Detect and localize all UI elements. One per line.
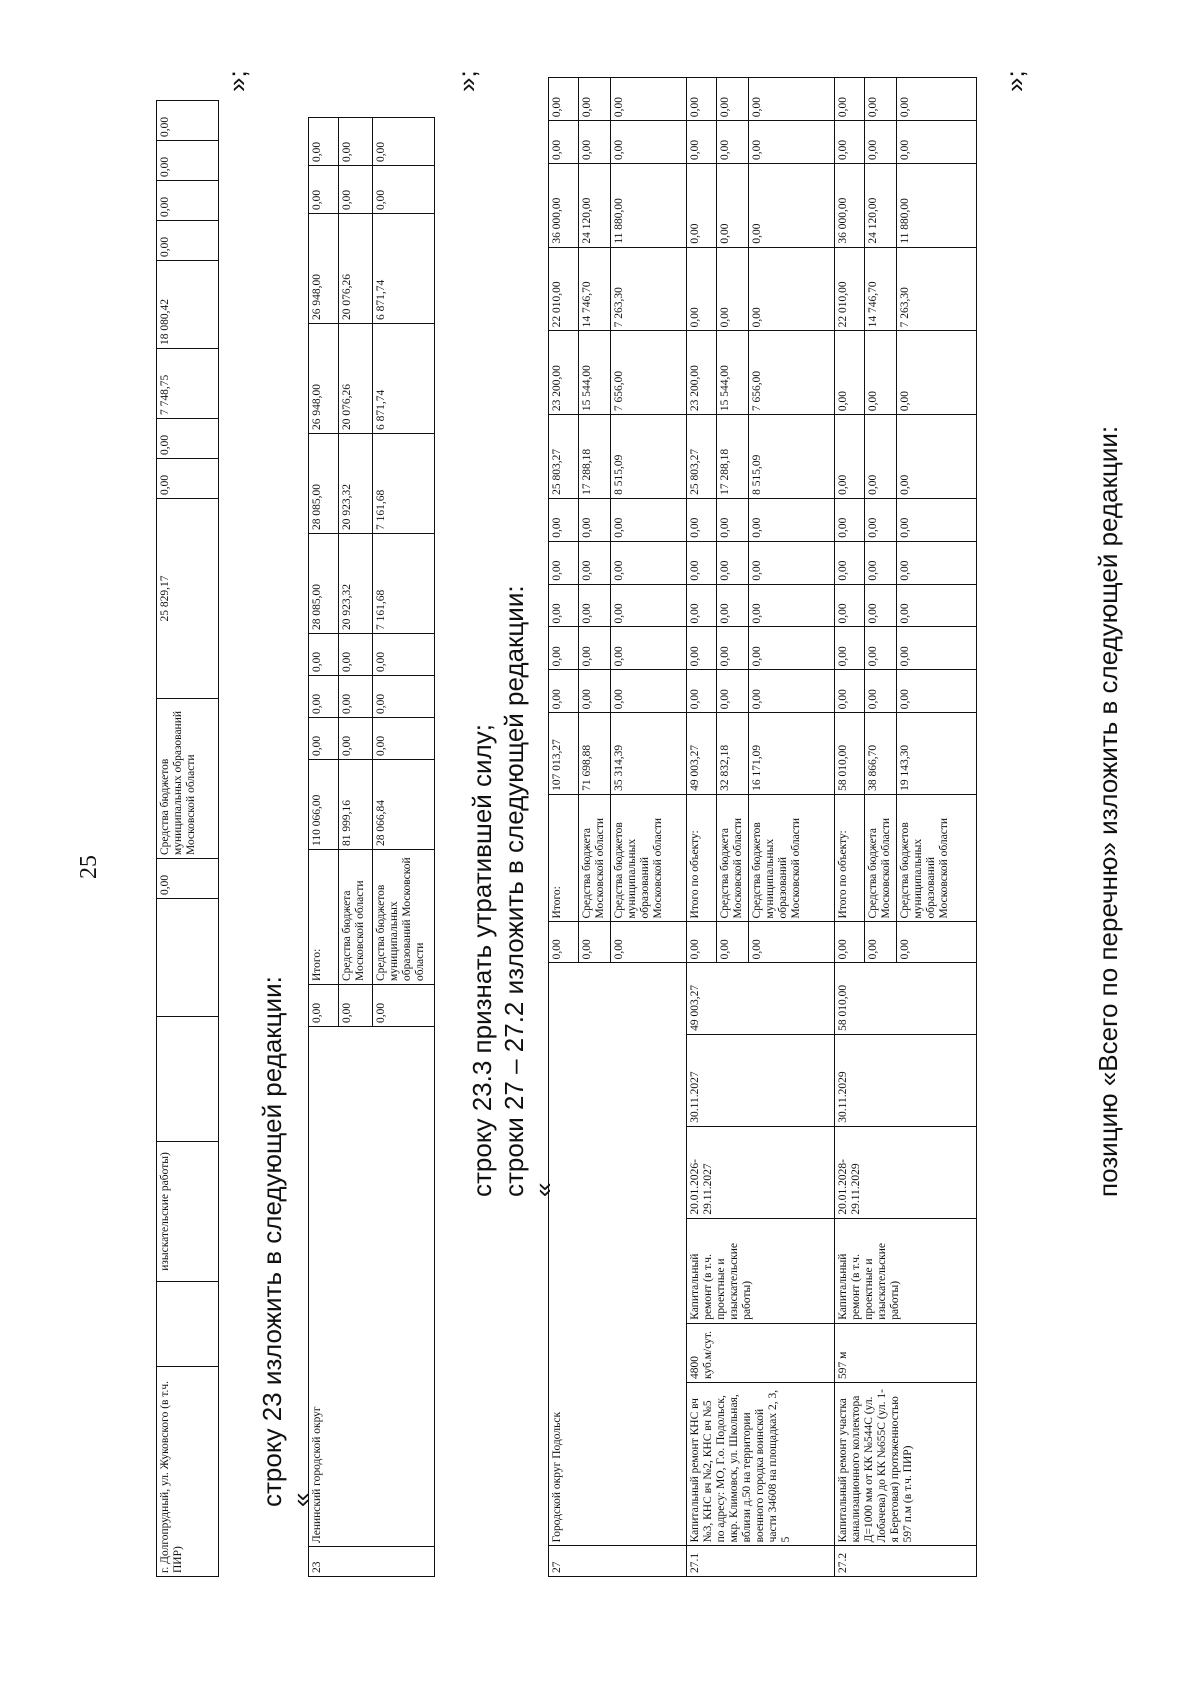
row-27-total xyxy=(549,78,579,1577)
cell: 0,00 xyxy=(549,78,579,121)
cell: 20 076,26 xyxy=(339,324,373,434)
source-label: Средства бюджета Московской области xyxy=(579,794,611,922)
cell: 0,00 xyxy=(717,541,749,584)
cell: 25 803,27 xyxy=(687,415,717,499)
caption-row-23-3: строку 23.3 признать утратившей силу; xyxy=(467,724,497,1197)
fragment-y2026: 7 748,75 xyxy=(157,349,219,419)
row-27-number: 27 xyxy=(549,1546,687,1577)
cell: 7 161,68 xyxy=(373,534,435,634)
cell: 0,00 xyxy=(549,498,579,541)
row-27-1-work: Капитальный ремонт (в т.ч. проектные и изыскательские работы) xyxy=(687,1218,835,1323)
cell: 17 288,18 xyxy=(717,415,749,499)
close-quote: »; xyxy=(1000,70,1030,92)
fragment-y2031: 0,00 xyxy=(157,101,219,141)
close-quote: »; xyxy=(452,70,482,92)
cell: 25 803,27 xyxy=(549,415,579,499)
cell: 0,00 xyxy=(611,670,687,713)
cell: 0,00 xyxy=(339,985,373,1027)
cell: 0,00 xyxy=(897,498,977,541)
cell: 0,00 xyxy=(717,498,749,541)
cell: 28 066,84 xyxy=(373,760,435,850)
cell: 0,00 xyxy=(579,922,611,963)
cell: 0,00 xyxy=(749,670,835,713)
row-27-1-dates: 20.01.2026-29.11.2027 xyxy=(687,1126,835,1218)
cell: 0,00 xyxy=(579,498,611,541)
cell: 0,00 xyxy=(865,541,897,584)
row-27-2-object: Капитальный ремонт участка канализационного коллектора Д=1000 мм от КК №544С (ул. Лобачева) до КК №655С (ул. 1-я Береговая) протяженностью 597 п.м (в т.ч. ПИР) xyxy=(835,1383,977,1546)
cell: 14 746,70 xyxy=(865,247,897,331)
cell: 0,00 xyxy=(579,121,611,164)
open-quote: « xyxy=(286,1492,316,1507)
row-23-number: 23 xyxy=(309,1547,435,1577)
cell: 28 085,00 xyxy=(309,434,339,534)
cell: 0,00 xyxy=(339,118,373,166)
cell: 0,00 xyxy=(835,670,865,713)
cell: 0,00 xyxy=(749,922,835,963)
row-23-table xyxy=(308,117,435,1577)
cell: 0,00 xyxy=(687,163,717,247)
cell: 110 066,00 xyxy=(309,760,339,850)
cell: 0,00 xyxy=(749,541,835,584)
cell: 0,00 xyxy=(865,331,897,415)
source-label: Средства бюджетов муниципальных образований Московской области xyxy=(611,794,687,922)
cell: 0,00 xyxy=(717,584,749,627)
source-label: Средства бюджетов муниципальных образований Московской области xyxy=(897,794,977,922)
cell: 0,00 xyxy=(749,627,835,670)
cell: 0,00 xyxy=(687,247,717,331)
cell: 49 003,27 xyxy=(687,713,717,795)
source-label: Итого по объекту: xyxy=(835,794,865,922)
cell: 16 171,09 xyxy=(749,713,835,795)
cell: 0,00 xyxy=(309,718,339,760)
cell: 0,00 xyxy=(687,121,717,164)
cell: 0,00 xyxy=(549,627,579,670)
cell: 32 832,18 xyxy=(717,713,749,795)
cell: 0,00 xyxy=(339,634,373,676)
source-label: Средства бюджета Московской области xyxy=(339,850,373,985)
cell: 0,00 xyxy=(717,670,749,713)
fragment-empty-cell xyxy=(157,899,219,1017)
cell: 0,00 xyxy=(611,922,687,963)
cell: 20 923,32 xyxy=(339,534,373,634)
cell: 6 871,74 xyxy=(373,324,435,434)
cell: 0,00 xyxy=(749,247,835,331)
cell: 0,00 xyxy=(835,627,865,670)
cell: 0,00 xyxy=(611,78,687,121)
cell: 0,00 xyxy=(717,922,749,963)
cell: 8 515,09 xyxy=(749,415,835,499)
cell: 0,00 xyxy=(339,676,373,718)
page-number: 25 xyxy=(76,855,102,879)
cell: 0,00 xyxy=(373,718,435,760)
cell: 0,00 xyxy=(687,670,717,713)
cell: 0,00 xyxy=(339,718,373,760)
source-label: Итого: xyxy=(549,794,579,922)
cell: 36 000,00 xyxy=(549,163,579,247)
cell: 0,00 xyxy=(749,163,835,247)
fragment-empty-cell xyxy=(157,1017,219,1142)
fragment-source: Средства бюджетов муниципальных образований Московской области xyxy=(157,699,219,859)
fragment-y2029: 0,00 xyxy=(157,181,219,221)
cell: 15 544,00 xyxy=(579,331,611,415)
cell: 0,00 xyxy=(865,121,897,164)
source-label: Итого: xyxy=(309,850,339,985)
cell: 0,00 xyxy=(717,163,749,247)
source-label: Средства бюджета Московской области xyxy=(717,794,749,922)
cell: 0,00 xyxy=(611,121,687,164)
cell: 23 200,00 xyxy=(687,331,717,415)
cell: 7 656,00 xyxy=(611,331,687,415)
cell: 0,00 xyxy=(749,498,835,541)
row-27-2-number: 27.2 xyxy=(835,1546,977,1577)
row-27-1-number: 27.1 xyxy=(687,1546,835,1577)
caption-total: позицию «Всего по перечню» изложить в следующей редакции: xyxy=(1093,425,1123,1197)
cell: 0,00 xyxy=(897,922,977,963)
cell: 0,00 xyxy=(373,634,435,676)
fragment-y2027: 18 080,42 xyxy=(157,261,219,349)
cell: 0,00 xyxy=(373,985,435,1027)
cell: 22 010,00 xyxy=(835,247,865,331)
fragment-work: изыскательские работы) xyxy=(157,1142,219,1282)
cell: 0,00 xyxy=(717,78,749,121)
source-label: Итого по объекту: xyxy=(687,794,717,922)
cell: 0,00 xyxy=(309,166,339,214)
cell: 0,00 xyxy=(897,584,977,627)
cell: 58 010,00 xyxy=(835,713,865,795)
cell: 28 085,00 xyxy=(309,534,339,634)
rows-27-table xyxy=(548,77,977,1577)
cell: 81 999,16 xyxy=(339,760,373,850)
cell: 71 698,88 xyxy=(579,713,611,795)
cell: 0,00 xyxy=(687,627,717,670)
cell: 0,00 xyxy=(897,541,977,584)
cell: 0,00 xyxy=(835,78,865,121)
cell: 0,00 xyxy=(549,584,579,627)
open-quote: « xyxy=(528,1182,558,1197)
row-27-1-end: 30.11.2027 xyxy=(687,1034,835,1126)
row-27-1-object: Капитальный ремонт КНС вч №3, КНС вч №2, КНС вч №5 по адресу: МО, Г.о. Подольск, мкр. Климовск, ул. Школьная, вблизи д.50 на территории военного городка воинской части 34608 на площадках 2, 3, 5 xyxy=(687,1383,835,1546)
cell: 0,00 xyxy=(835,584,865,627)
fragment-y2028: 0,00 xyxy=(157,221,219,261)
cell: 0,00 xyxy=(309,118,339,166)
fragment-v1: 0,00 xyxy=(157,859,219,899)
cell: 8 515,09 xyxy=(611,415,687,499)
cell: 0,00 xyxy=(687,78,717,121)
cell: 0,00 xyxy=(579,627,611,670)
cell: 11 880,00 xyxy=(611,163,687,247)
row-27-2-capacity: 597 м xyxy=(835,1323,977,1382)
caption-row-23: строку 23 изложить в следующей редакции: xyxy=(257,976,287,1507)
row-27-2-total xyxy=(835,78,865,1577)
cell: 0,00 xyxy=(897,627,977,670)
cell: 0,00 xyxy=(579,670,611,713)
cell: 0,00 xyxy=(865,415,897,499)
cell: 0,00 xyxy=(897,415,977,499)
cell: 0,00 xyxy=(549,670,579,713)
row-27-1-cost: 49 003,27 xyxy=(687,963,835,1035)
cell: 26 948,00 xyxy=(309,214,339,324)
cell: 0,00 xyxy=(749,78,835,121)
fragment-y2025: 0,00 xyxy=(157,419,219,459)
cell: 0,00 xyxy=(865,78,897,121)
cell: 15 544,00 xyxy=(717,331,749,415)
cell: 0,00 xyxy=(549,121,579,164)
fragment-empty-cell xyxy=(157,1282,219,1367)
cell: 0,00 xyxy=(309,676,339,718)
cell: 0,00 xyxy=(897,78,977,121)
row-27-2-cost: 58 010,00 xyxy=(835,963,977,1035)
source-label: Средства бюджетов муниципальных образований Московской области xyxy=(749,794,835,922)
fragment-table xyxy=(156,100,219,1577)
row-27-name: Городской округ Подольск xyxy=(549,963,687,1546)
cell: 0,00 xyxy=(687,584,717,627)
cell: 24 120,00 xyxy=(579,163,611,247)
fragment-y2024: 0,00 xyxy=(157,459,219,499)
cell: 0,00 xyxy=(897,670,977,713)
cell: 0,00 xyxy=(611,541,687,584)
cell: 0,00 xyxy=(373,166,435,214)
row-27-2-work: Капитальный ремонт (в т.ч. проектные и изыскательские работы) xyxy=(835,1218,977,1323)
cell: 20 923,32 xyxy=(339,434,373,534)
cell: 0,00 xyxy=(687,922,717,963)
cell: 0,00 xyxy=(749,584,835,627)
caption-rows-27: строки 27 – 27.2 изложить в следующей редакции: xyxy=(499,585,529,1197)
cell: 7 161,68 xyxy=(373,434,435,534)
cell: 0,00 xyxy=(835,498,865,541)
cell: 0,00 xyxy=(549,541,579,584)
row-27-1-capacity: 4800 куб.м/сут. xyxy=(687,1323,835,1382)
cell: 0,00 xyxy=(309,985,339,1027)
cell: 23 200,00 xyxy=(549,331,579,415)
cell: 26 948,00 xyxy=(309,324,339,434)
cell: 0,00 xyxy=(687,498,717,541)
row-27-2-dates: 20.01.2028-29.11.2029 xyxy=(835,1126,977,1218)
cell: 0,00 xyxy=(611,584,687,627)
cell: 20 076,26 xyxy=(339,214,373,324)
cell: 0,00 xyxy=(339,166,373,214)
cell: 17 288,18 xyxy=(579,415,611,499)
cell: 0,00 xyxy=(865,584,897,627)
cell: 0,00 xyxy=(579,584,611,627)
cell: 35 314,39 xyxy=(611,713,687,795)
cell: 0,00 xyxy=(309,634,339,676)
cell: 0,00 xyxy=(717,121,749,164)
cell: 19 143,30 xyxy=(897,713,977,795)
cell: 0,00 xyxy=(549,922,579,963)
cell: 24 120,00 xyxy=(865,163,897,247)
cell: 7 263,30 xyxy=(897,247,977,331)
cell: 22 010,00 xyxy=(549,247,579,331)
cell: 11 880,00 xyxy=(897,163,977,247)
cell: 0,00 xyxy=(611,627,687,670)
source-label: Средства бюджетов муниципальных образований Московской области xyxy=(373,850,435,985)
cell: 14 746,70 xyxy=(579,247,611,331)
row-27-2-end: 30.11.2029 xyxy=(835,1034,977,1126)
cell: 6 871,74 xyxy=(373,214,435,324)
cell: 0,00 xyxy=(835,541,865,584)
cell: 0,00 xyxy=(835,922,865,963)
cell: 0,00 xyxy=(865,922,897,963)
cell: 107 013,27 xyxy=(549,713,579,795)
cell: 0,00 xyxy=(897,121,977,164)
cell: 7 656,00 xyxy=(749,331,835,415)
cell: 7 263,30 xyxy=(611,247,687,331)
cell: 0,00 xyxy=(749,121,835,164)
cell: 0,00 xyxy=(835,415,865,499)
cell: 0,00 xyxy=(611,498,687,541)
fragment-y2030: 0,00 xyxy=(157,141,219,181)
cell: 0,00 xyxy=(865,627,897,670)
cell: 36 000,00 xyxy=(835,163,865,247)
cell: 0,00 xyxy=(579,78,611,121)
cell: 0,00 xyxy=(835,331,865,415)
row-23-name: Ленинский городской округ xyxy=(309,1027,435,1547)
cell: 0,00 xyxy=(865,670,897,713)
cell: 38 866,70 xyxy=(865,713,897,795)
cell: 0,00 xyxy=(717,627,749,670)
cell: 0,00 xyxy=(865,498,897,541)
fragment-total: 25 829,17 xyxy=(157,499,219,699)
row-23-total xyxy=(309,118,339,1577)
source-label: Средства бюджета Московской области xyxy=(865,794,897,922)
cell: 0,00 xyxy=(373,118,435,166)
cell: 0,00 xyxy=(687,541,717,584)
cell: 0,00 xyxy=(835,121,865,164)
fragment-object: г. Долгопрудный, ул. Жуковского (в т.ч. ПИР) xyxy=(157,1367,219,1577)
close-quote: »; xyxy=(222,70,252,92)
cell: 0,00 xyxy=(717,247,749,331)
cell: 0,00 xyxy=(373,676,435,718)
cell: 0,00 xyxy=(579,541,611,584)
row-27-1-total xyxy=(687,78,717,1577)
cell: 0,00 xyxy=(897,331,977,415)
